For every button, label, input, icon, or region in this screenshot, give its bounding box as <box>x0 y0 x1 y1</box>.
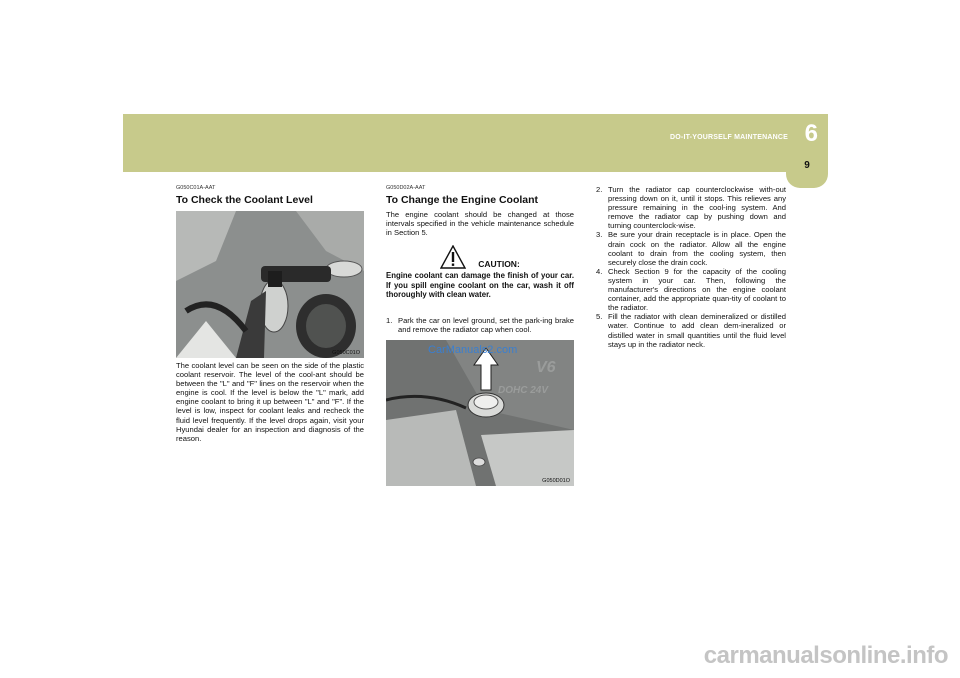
step-number: 3. <box>596 230 603 240</box>
engine-v6-text: V6 <box>536 358 556 376</box>
section-title-change-coolant: To Change the Engine Coolant <box>386 194 539 206</box>
middle-column <box>386 185 574 486</box>
left-column <box>176 185 364 443</box>
radiator-cap-photo <box>386 340 574 486</box>
step-number: 2. <box>596 185 603 194</box>
chapter-number: 6 <box>804 120 818 147</box>
figure-label: G050D01O <box>542 477 570 484</box>
step-number: 5. <box>596 312 603 322</box>
page-number: 9 <box>804 160 810 171</box>
engine-bay-illustration <box>176 211 364 358</box>
list-item <box>596 230 786 266</box>
section-title: DO-IT-YOURSELF MAINTENANCE <box>670 134 788 141</box>
coolant-level-text: The coolant level can be seen on the side of the plastic coolant reservoir. The level of the cool-ant should be between the "L" and "F" lines on the reservoir when the engine is cool. If the level is below the "L" mark, add engine coolant to bring it up between "L" and "F". If the level is low, inspect for coolant leaks and recheck the fluid level frequently. If the level drops again, visit your Hyundai dealer for an inspection and diagnosis of the reason. <box>176 361 364 443</box>
engine-dohc-text: DOHC 24V <box>498 384 549 396</box>
list-item <box>596 267 786 312</box>
header-band <box>123 114 828 172</box>
list-item <box>386 316 574 334</box>
right-column <box>596 185 786 349</box>
step-list <box>596 185 786 349</box>
intro-text: The engine coolant should be changed at those intervals specified in the vehicle maintenance schedule in Section 5. <box>386 210 574 238</box>
section-code: G050C01A-AAT <box>176 185 216 191</box>
step-text: Park the car on level ground, set the park-ing brake and remove the radiator cap when cool. <box>398 315 574 334</box>
footer-watermark[interactable]: carmanualsonline.info <box>703 642 948 669</box>
caution-header <box>386 245 574 269</box>
step-text: Turn the radiator cap counterclockwise with-out pressing down on it, until it stops. This relieves any pressure remaining in the cool-ing system. And remove the radiator cap by pushing down and turning counterclock-wise. <box>608 185 786 231</box>
step-text: Fill the radiator with clean demineralized or distilled water. Continue to add clean dem-ineralized or distilled water in small quantities until the fluid level stays up in the radiator neck. <box>608 312 786 349</box>
step-list <box>386 316 574 334</box>
list-item <box>596 185 786 230</box>
engine-bay-photo <box>176 211 364 358</box>
step-text: Check Section 9 for the capacity of the cooling system in your car. Then, following the manufacturer's directions on the engine coolant container, add the appropriate quan-tity of coolant to the radiator. <box>608 266 786 313</box>
caution-text: Engine coolant can damage the finish of your car. If you spill engine coolant on the car, wash it off thoroughly with clean water. <box>386 271 574 300</box>
step-number: 4. <box>596 266 603 276</box>
figure-label: G050C01O <box>332 350 360 356</box>
step-number: 1. <box>386 315 393 325</box>
step-text: Be sure your drain receptacle is in place. Open the drain cock on the radiator. Allow all the engine coolant to drain from the cooling system, then securely close the drain cock. <box>608 230 786 267</box>
page-tab <box>786 154 828 188</box>
radiator-cap-illustration <box>386 340 574 486</box>
section-code: G050D02A-AAT <box>386 185 426 191</box>
list-item <box>596 312 786 348</box>
warning-triangle-icon <box>440 245 466 269</box>
section-title-coolant-level: To Check the Coolant Level <box>176 194 313 206</box>
watermark-text[interactable]: CarManuals2.com <box>428 344 518 356</box>
caution-title: CAUTION: <box>478 259 520 270</box>
